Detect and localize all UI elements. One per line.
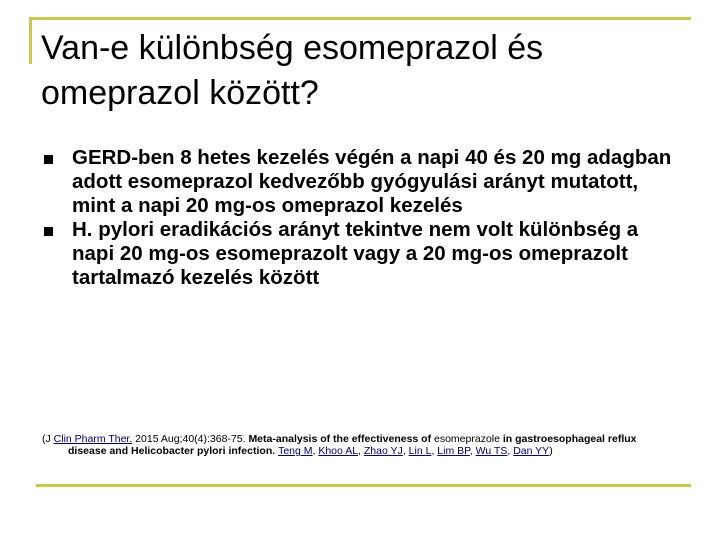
reference-title-part2: esomeprazole [434, 433, 500, 445]
reference-title-part1: Meta-analysis of the effectiveness of [248, 433, 434, 445]
reference-line-2 [42, 445, 682, 457]
author-link[interactable]: Lim BP [437, 445, 470, 457]
frame-top-border [29, 17, 691, 20]
author-separator: , [469, 445, 476, 457]
bullet-item-gerd [41, 146, 681, 218]
author-separator: , [507, 445, 514, 457]
journal-link[interactable]: Clin Pharm Ther. [53, 433, 133, 445]
bullet-list [41, 146, 681, 290]
frame-left-border [29, 17, 32, 64]
author-separator: , [358, 445, 364, 457]
bullet-text-gerd: GERD-ben 8 hetes kezelés végén a napi 40 és 20 mg adagban adott esomeprazol kedvezőbb gyógyulási arányt mutatott, mint a napi 20 mg-os omeprazol kezelés [72, 146, 672, 217]
reference-citation [42, 433, 682, 457]
author-link[interactable]: Khoo AL [318, 445, 359, 457]
reference-open-paren: (J [42, 433, 54, 445]
square-bullet-icon [44, 155, 53, 164]
author-separator: , [312, 445, 319, 457]
author-link[interactable]: Zhao YJ [363, 445, 403, 457]
reference-citation-details: 2015 Aug;40(4):368-75. [132, 433, 249, 445]
author-link[interactable]: Teng M [278, 445, 313, 457]
author-link[interactable]: Wu TS [475, 445, 508, 457]
frame-bottom-border [36, 484, 691, 487]
square-bullet-icon [44, 227, 53, 236]
slide-title: Van-e különbség esomeprazol és omeprazol között? [41, 29, 544, 112]
author-link[interactable]: Lin L [408, 445, 432, 457]
author-separator: , [402, 445, 409, 457]
author-link[interactable]: Dan YY [513, 445, 550, 457]
reference-title-part3: in gastroesophageal reflux [499, 433, 637, 445]
bullet-item-hpylori [41, 218, 681, 290]
reference-title-line2: disease and Helicobacter pylori infection. [68, 445, 279, 457]
bullet-text-hpylori: H. pylori eradikációs arányt tekintve nem volt különbség a napi 20 mg-os esomeprazolt vagy a 20 mg-os omeprazolt tartalmazó kezelés között [72, 218, 639, 289]
author-separator: , [431, 445, 438, 457]
reference-close-paren: ) [549, 445, 553, 457]
